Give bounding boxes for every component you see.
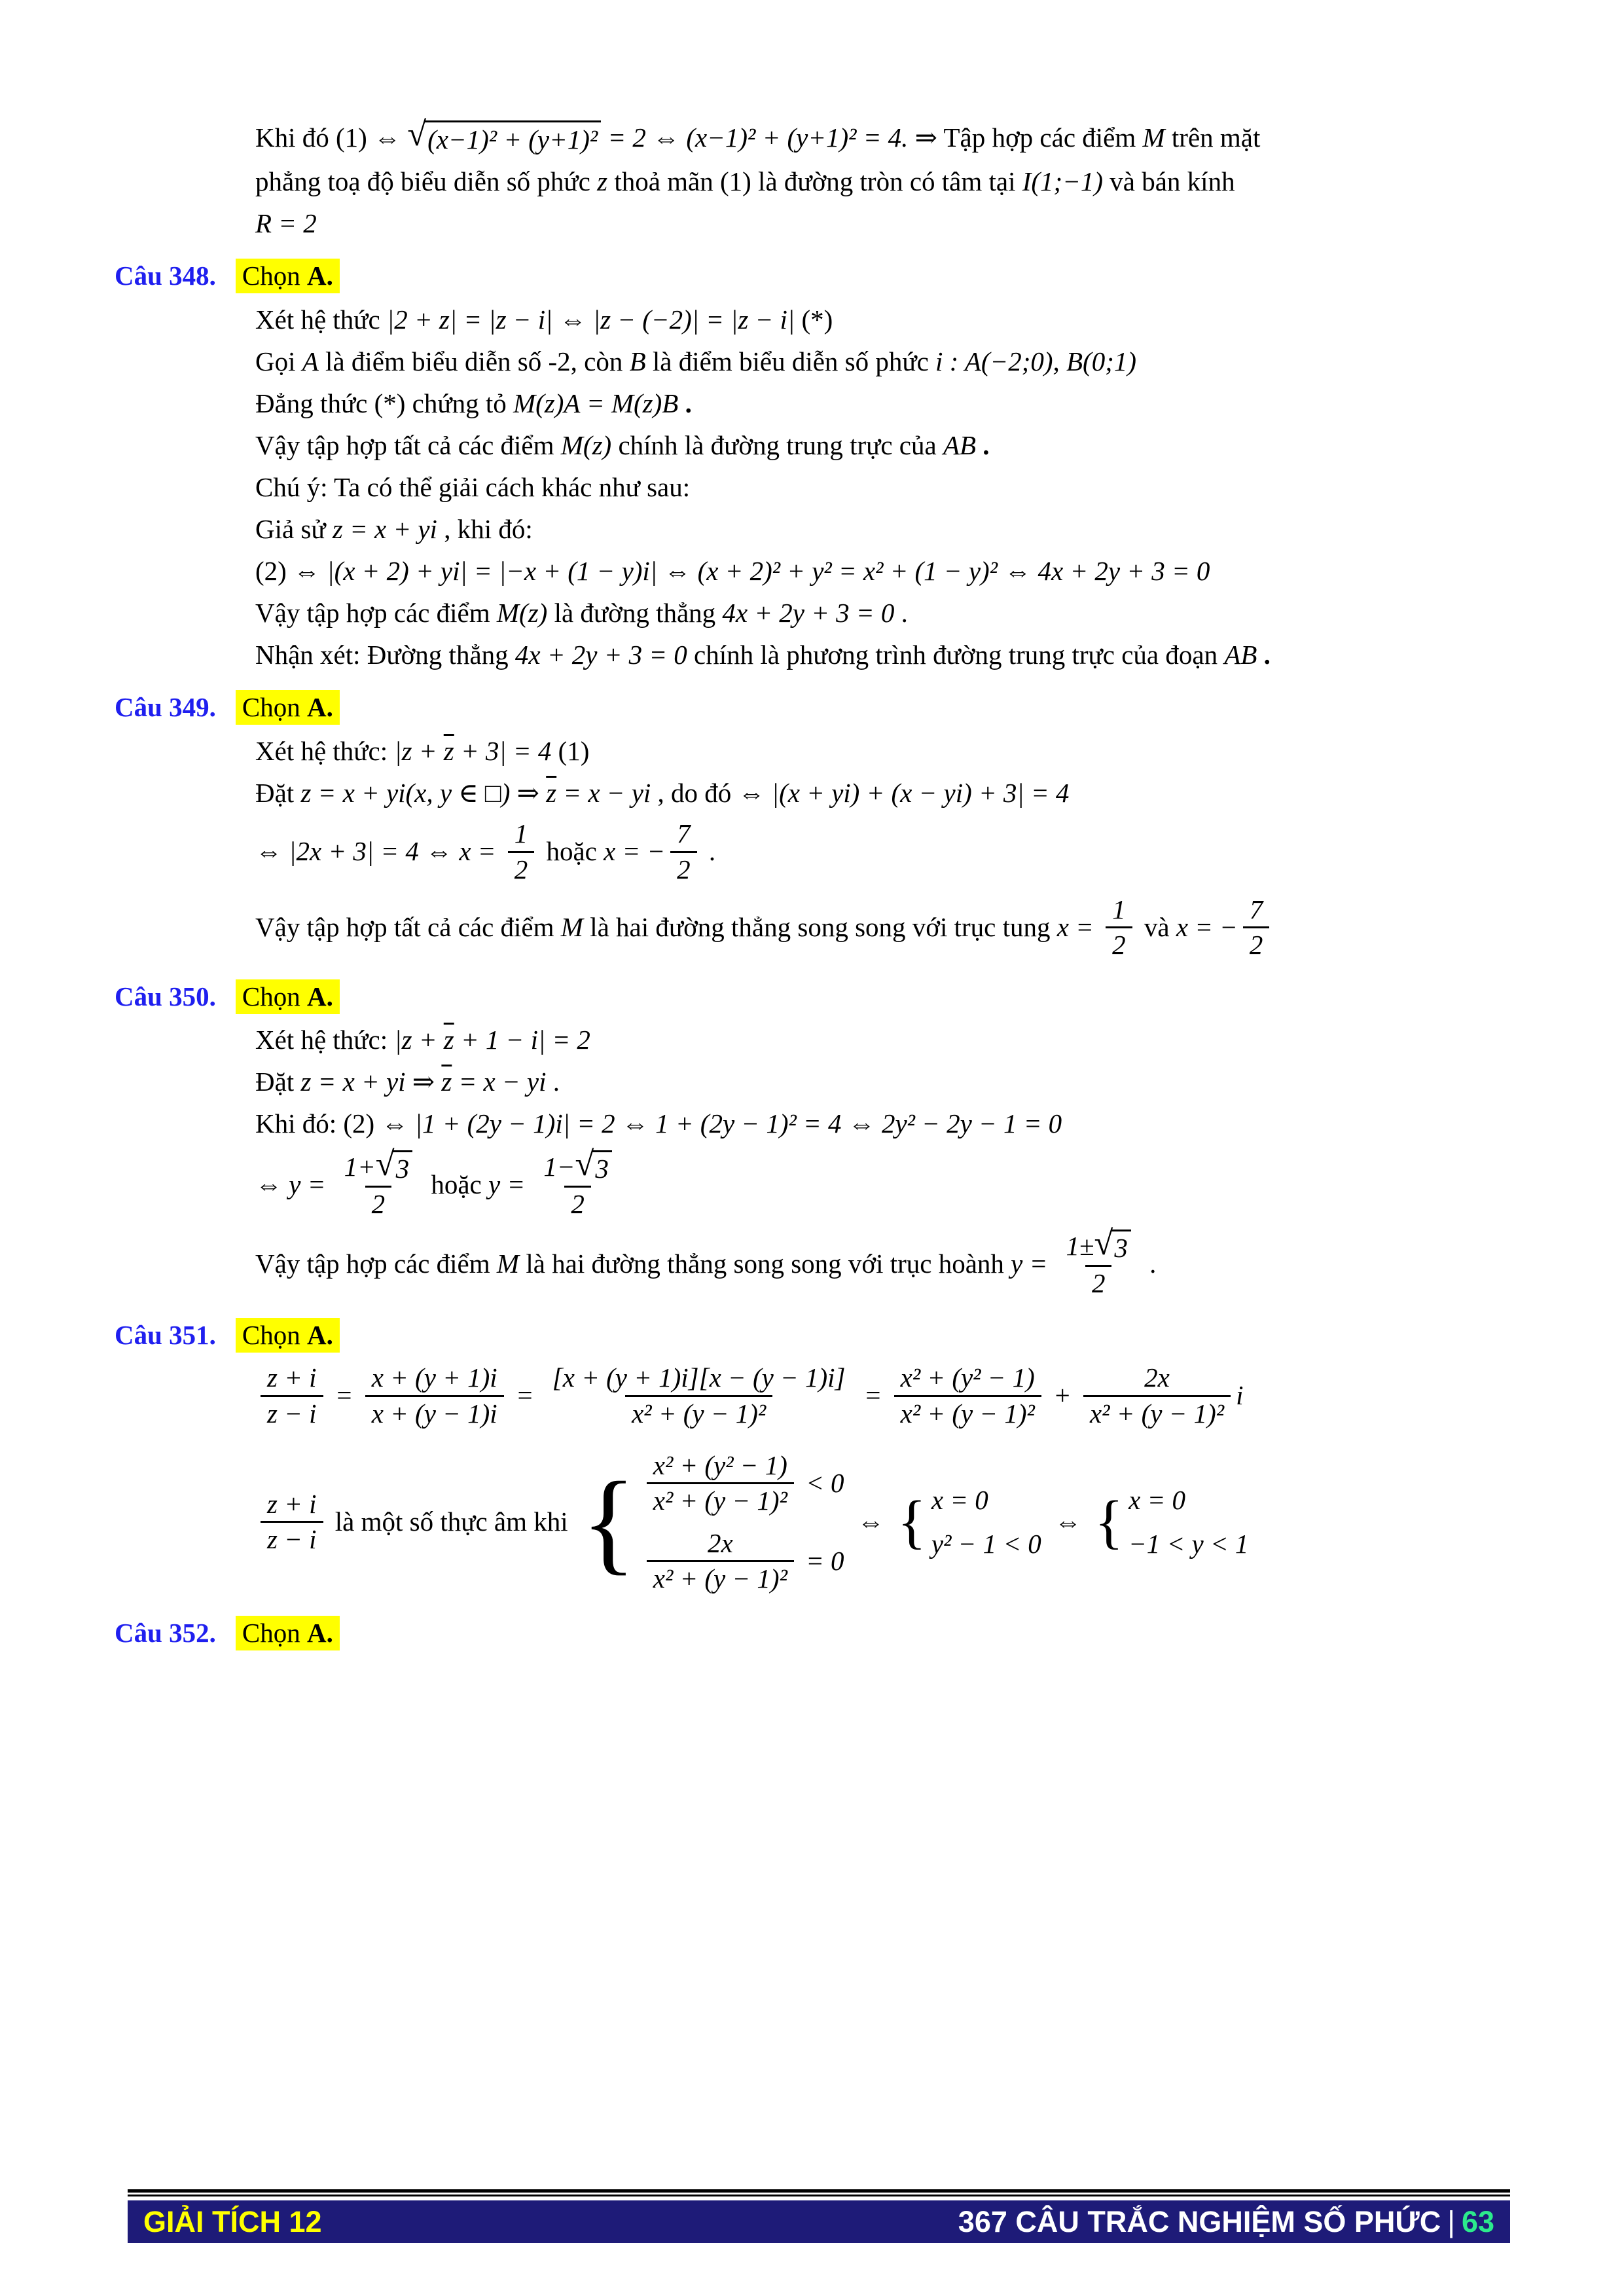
fraction	[338, 1144, 419, 1220]
denominator	[625, 1395, 772, 1429]
prose-bold-run: A.	[307, 1618, 333, 1649]
cases-row	[641, 1529, 844, 1594]
math-run: [x + (y + 1)i][x − (y − 1)i]	[552, 1362, 846, 1393]
solution-line	[255, 895, 1528, 960]
math-run: 7	[677, 818, 691, 849]
math-run: 2x	[707, 1527, 733, 1558]
left-brace-icon: {	[897, 1488, 926, 1555]
math-run: M(z)A = M(z)B	[513, 388, 679, 418]
prose-run: .	[702, 836, 716, 867]
math-run: AB	[943, 429, 977, 460]
cases-system	[1094, 1485, 1248, 1559]
prose-run: Chọn	[242, 1320, 308, 1351]
prose-run: trên mặt	[1164, 122, 1261, 153]
solution-line	[255, 819, 1528, 884]
math-run: x² + (y − 1)²	[632, 1398, 767, 1429]
math-run: 1+	[344, 1151, 376, 1182]
prose-run: , do đó	[651, 777, 738, 808]
solution-line	[255, 429, 1528, 461]
math-run: x² + (y − 1)²	[900, 1398, 1035, 1429]
prose-run: Xét hệ thức:	[255, 1025, 395, 1055]
prose-run: .	[894, 597, 908, 628]
radicand	[592, 1150, 612, 1184]
math-run: x = 0	[1128, 1484, 1185, 1515]
radicand	[1111, 1230, 1131, 1263]
prose-run: hoặc	[424, 1169, 488, 1199]
math-run: 1	[1112, 894, 1126, 924]
page-number: 63	[1461, 2204, 1494, 2238]
radical-icon: √	[575, 1144, 594, 1183]
denominator	[1083, 1395, 1231, 1429]
denominator	[564, 1186, 591, 1219]
cases-system	[581, 1451, 844, 1594]
prose-run: (1)	[551, 735, 590, 766]
math-run: 2x	[1144, 1362, 1170, 1393]
footer-left-label: GIẢI TÍCH 12	[143, 2204, 322, 2238]
math-run: x + (y + 1)i	[371, 1362, 497, 1393]
prose-run: .	[1142, 1248, 1157, 1279]
solution-line	[255, 346, 1528, 377]
prose-bold-run: A.	[307, 981, 333, 1011]
conjugate-run: $\overline{z}$	[441, 1066, 452, 1097]
square-root	[1094, 1224, 1131, 1264]
prose-run: (2)	[255, 555, 294, 586]
conjugate-run: $\overline{z}$	[443, 1025, 454, 1055]
math-run: |z +	[394, 735, 444, 766]
solution-line	[255, 471, 1528, 503]
prose-run: chính là phương trình đường trung trực của đoạn	[687, 639, 1225, 670]
prose-run: Chọn	[242, 1618, 308, 1649]
math-run: z − i	[267, 1524, 317, 1555]
math-run: 2	[371, 1189, 386, 1220]
fraction	[1083, 1363, 1231, 1428]
cases-rows	[641, 1451, 844, 1594]
answer-highlight	[236, 1318, 340, 1353]
footer-separator: |	[1447, 2204, 1455, 2238]
math-run: 2	[1249, 929, 1263, 960]
math-run: =	[509, 1380, 541, 1411]
solution-line	[255, 115, 1528, 155]
prose-run: Đặt	[255, 777, 301, 808]
fraction	[261, 1489, 323, 1554]
math-run: 1−	[543, 1151, 575, 1182]
prose-run: là đường thẳng	[547, 597, 723, 628]
answer-highlight	[236, 979, 340, 1014]
cases-rows	[931, 1485, 1041, 1559]
question-label: Câu 352.	[115, 1618, 216, 1649]
footer-rule-thin	[128, 2195, 1510, 2196]
solution-line	[255, 388, 1528, 419]
prose-bold-run: A.	[307, 1320, 333, 1351]
math-run: z + i	[267, 1362, 317, 1393]
numerator	[537, 1144, 618, 1186]
math-run: x =	[1056, 911, 1101, 942]
math-run: 2	[514, 854, 528, 884]
denominator	[1106, 926, 1132, 960]
question-header	[115, 1318, 1528, 1353]
numerator	[1060, 1224, 1138, 1265]
left-brace-icon: {	[581, 1458, 636, 1586]
cases-system	[897, 1485, 1041, 1559]
square-root	[375, 1144, 412, 1184]
numerator	[546, 1363, 852, 1394]
math-run: M	[496, 1248, 520, 1279]
math-run: = x − yi	[556, 777, 651, 808]
math-run: + 1 − i| = 2	[454, 1025, 590, 1055]
solution-line	[255, 735, 1528, 767]
prose-run: Đẳng thức (*) chứng tỏ	[255, 388, 513, 418]
radical-icon: √	[407, 115, 427, 153]
prose-run: Xét hệ thức:	[255, 735, 395, 766]
fraction	[647, 1529, 794, 1594]
prose-run: Vậy tập hợp tất cả các điểm	[255, 911, 561, 942]
prose-run: chính là đường trung trực của	[611, 429, 943, 460]
denominator	[1085, 1265, 1112, 1298]
prose-run: , khi đó:	[437, 513, 533, 544]
footer-right-label: 367 CÂU TRẮC NGHIỆM SỐ PHỨC	[958, 2204, 1441, 2238]
math-run: x = 0	[931, 1484, 988, 1515]
math-run: 2	[1091, 1268, 1106, 1299]
numerator	[338, 1144, 419, 1186]
prose-run: là điểm biểu diễn số -2, còn	[318, 346, 630, 376]
prose-run: Xét hệ thức	[255, 304, 387, 335]
solution-line	[255, 1066, 1528, 1098]
math-run: < 0	[799, 1467, 844, 1498]
question-label: Câu 351.	[115, 1320, 216, 1351]
math-run: 4x + 2y + 3 = 0	[722, 597, 895, 628]
math-run: 3	[595, 1153, 609, 1184]
denominator	[508, 851, 535, 884]
prose-bold-run: A.	[307, 692, 333, 723]
numerator	[508, 819, 535, 850]
math-run: ⇔	[850, 1506, 892, 1537]
math-run: AB	[1224, 639, 1257, 670]
solution-line	[255, 1025, 1528, 1056]
solution-line	[255, 1224, 1528, 1299]
fraction	[1106, 895, 1132, 960]
math-run: x² + (y − 1)²	[1089, 1398, 1225, 1429]
solution-line	[255, 777, 1528, 809]
denominator	[1243, 926, 1270, 960]
solution-line	[255, 513, 1528, 545]
math-run: i	[1236, 1380, 1244, 1411]
prose-run: Vậy tập hợp tất cả các điểm	[255, 429, 561, 460]
math-run: y =	[488, 1169, 532, 1199]
math-run: |2 + z| = |z − i| ⇔ |z − (−2)| = |z − i|	[386, 304, 795, 335]
radical-icon: √	[1094, 1224, 1113, 1263]
math-run: 4x + 2y + 3 = 0	[514, 639, 687, 670]
fraction	[1243, 895, 1270, 960]
math-run: (x−1)² + (y+1)²	[427, 124, 598, 155]
math-run: 2	[1112, 929, 1126, 960]
denominator	[365, 1395, 504, 1429]
prose-run: hoặc	[539, 836, 604, 867]
math-run: z − i	[267, 1398, 317, 1429]
prose-run: Chú ý: Ta có thể giải cách khác như sau:	[255, 471, 691, 502]
answer-highlight	[236, 690, 340, 725]
solution-line	[255, 555, 1528, 587]
cases-row	[641, 1451, 844, 1516]
math-run: R = 2	[255, 208, 317, 238]
math-run: x = −	[604, 836, 666, 867]
math-run: 2	[571, 1189, 585, 1220]
prose-run: Vậy tập hợp các điểm	[255, 597, 497, 628]
numerator	[1106, 895, 1132, 926]
math-run: I(1;−1)	[1022, 166, 1104, 196]
math-run: ⇔ |2x + 3| = 4 ⇔ x =	[255, 836, 503, 867]
denominator	[261, 1521, 323, 1554]
prose-bold-run: .	[976, 429, 990, 460]
math-run: =	[857, 1380, 889, 1411]
prose-run: Khi đó: (2)	[255, 1108, 382, 1139]
prose-run: là một số thực âm khi	[328, 1506, 575, 1537]
prose-run: Nhận xét: Đường thẳng	[255, 639, 515, 670]
math-run: |z +	[394, 1025, 444, 1055]
math-run: M	[1142, 122, 1165, 153]
numerator	[261, 1489, 323, 1521]
conjugate-run: $\overline{z}$	[443, 735, 454, 766]
prose-run: (*)	[795, 304, 833, 335]
math-run: z = x + yi(x, y ∈ □) ⇒	[300, 777, 547, 808]
math-run: =	[328, 1380, 360, 1411]
fraction	[261, 1363, 323, 1428]
question-header	[115, 690, 1528, 725]
math-run: z	[597, 166, 608, 196]
radical-icon: √	[375, 1144, 395, 1183]
square-root	[575, 1144, 612, 1184]
prose-run: thoả mãn (1) là đường tròn có tâm tại	[607, 166, 1022, 196]
math-run: x² + (y − 1)²	[653, 1563, 787, 1594]
question-header	[115, 1616, 1528, 1650]
prose-run: và	[1137, 911, 1176, 942]
prose-run: Chọn	[242, 261, 308, 291]
numerator	[1138, 1363, 1176, 1394]
math-run: x = −	[1176, 911, 1238, 942]
prose-bold-run: .	[678, 388, 692, 418]
cases-row	[1128, 1529, 1248, 1559]
math-run: x² + (y − 1)²	[653, 1485, 787, 1516]
prose-run: và bán kính	[1103, 166, 1235, 196]
answer-highlight	[236, 1616, 340, 1650]
numerator	[701, 1529, 740, 1560]
prose-run: Chọn	[242, 692, 308, 723]
square-root	[407, 115, 601, 155]
math-run: x² + (y² − 1)	[653, 1449, 787, 1480]
solution-line	[255, 639, 1528, 670]
math-run: ⇔	[374, 122, 408, 153]
denominator	[647, 1482, 794, 1516]
math-run: x² + (y² − 1)	[900, 1362, 1035, 1393]
math-run: x + (y − 1)i	[371, 1398, 497, 1429]
prose-run: Chọn	[242, 981, 308, 1011]
prose-bold-run: .	[1257, 639, 1271, 670]
math-run: 3	[395, 1153, 410, 1184]
question-label: Câu 348.	[115, 261, 216, 291]
numerator	[647, 1451, 794, 1482]
solution-line	[255, 208, 1528, 239]
math-run: + 3| = 4	[454, 735, 552, 766]
math-run: 1±	[1066, 1231, 1094, 1262]
math-run: = x − yi	[452, 1066, 547, 1097]
prose-run: Đặt	[255, 1066, 301, 1097]
fraction	[670, 819, 697, 884]
prose-run: Giả sử	[255, 513, 333, 544]
denominator	[261, 1395, 323, 1429]
denominator	[365, 1186, 392, 1219]
cases-row	[931, 1485, 1041, 1516]
footer-bar	[128, 2200, 1510, 2243]
math-run: −1 < y < 1	[1128, 1528, 1249, 1559]
math-run: 2	[677, 854, 691, 884]
cases-rows	[1128, 1485, 1248, 1559]
denominator	[670, 851, 697, 884]
math-run: y² − 1 < 0	[931, 1528, 1041, 1559]
denominator	[647, 1560, 794, 1594]
math-run: y =	[1011, 1248, 1055, 1279]
math-run: 3	[1114, 1233, 1128, 1264]
radicand	[424, 120, 601, 155]
prose-run: phẳng toạ độ biểu diễn số phức	[255, 166, 598, 196]
fraction	[894, 1363, 1041, 1428]
prose-run: Gọi	[255, 346, 302, 376]
math-run: z + i	[267, 1489, 317, 1520]
answer-highlight	[236, 259, 340, 293]
math-run: 1	[514, 818, 528, 849]
math-run: z = x + yi	[332, 513, 437, 544]
prose-bold-run: A.	[307, 261, 333, 291]
prose-run: .	[546, 1066, 560, 1097]
math-run: ⇔ y =	[255, 1169, 333, 1199]
math-run: = 0	[799, 1545, 844, 1576]
solution-line	[255, 166, 1528, 197]
solution-line	[255, 304, 1528, 335]
solution-line	[255, 1144, 1528, 1220]
fraction	[537, 1144, 618, 1220]
fraction	[546, 1363, 852, 1428]
numerator	[670, 819, 697, 850]
math-run: B	[629, 346, 646, 376]
math-run: z = x + yi ⇒	[300, 1066, 442, 1097]
conjugate-run: $\overline{z}$	[546, 777, 557, 808]
math-run: = 2 ⇔ (x−1)² + (y+1)² = 4.	[601, 122, 909, 153]
solution-line	[255, 1108, 1528, 1140]
math-run: ⇔	[1047, 1506, 1089, 1537]
footer-rule	[128, 2189, 1510, 2196]
math-run: ⇔ |(x + 2) + yi| = |−x + (1 − y)i| ⇔ (x + 2)² + y² = x² + (1 − y)² ⇔ 4x + 2y + 3 = 0	[293, 555, 1210, 586]
solution-line	[255, 1363, 1528, 1428]
prose-run: Khi đó (1)	[255, 122, 374, 153]
math-run: 7	[1249, 894, 1263, 924]
left-brace-icon: {	[1094, 1488, 1124, 1555]
numerator	[365, 1363, 504, 1394]
numerator	[261, 1363, 323, 1394]
denominator	[894, 1395, 1041, 1429]
radicand	[393, 1150, 413, 1184]
fraction	[1060, 1224, 1138, 1299]
math-run: +	[1046, 1380, 1078, 1411]
math-run: ⇔ |(x + yi) + (x − yi) + 3| = 4	[738, 777, 1070, 808]
cases-row	[1128, 1485, 1248, 1516]
prose-run: là điểm biểu diễn số phức	[645, 346, 936, 376]
solution-line	[255, 597, 1528, 629]
question-header	[115, 259, 1528, 293]
prose-run: là hai đường thẳng song song với trục tung	[583, 911, 1057, 942]
solution-line	[255, 1451, 1528, 1594]
question-header	[115, 979, 1528, 1014]
prose-run: ⇒ Tập hợp các điểm	[908, 122, 1143, 153]
math-run: i : A(−2;0), B(0;1)	[935, 346, 1137, 376]
fraction	[508, 819, 535, 884]
math-run: M(z)	[496, 597, 548, 628]
cases-row	[931, 1529, 1041, 1559]
question-label: Câu 349.	[115, 692, 216, 723]
numerator	[1243, 895, 1270, 926]
prose-run: Vậy tập hợp các điểm	[255, 1248, 497, 1279]
prose-run: là hai đường thẳng song song với trục hoành	[519, 1248, 1011, 1279]
question-label: Câu 350.	[115, 981, 216, 1011]
math-run: ⇔ |1 + (2y − 1)i| = 2 ⇔ 1 + (2y − 1)² = 4 ⇔ 2y² − 2y − 1 = 0	[381, 1108, 1062, 1139]
document-content	[115, 110, 1528, 1661]
math-run: A	[302, 346, 319, 376]
fraction	[647, 1451, 794, 1516]
math-run: M(z)	[560, 429, 612, 460]
numerator	[894, 1363, 1041, 1394]
fraction	[365, 1363, 504, 1428]
math-run: M	[560, 911, 583, 942]
